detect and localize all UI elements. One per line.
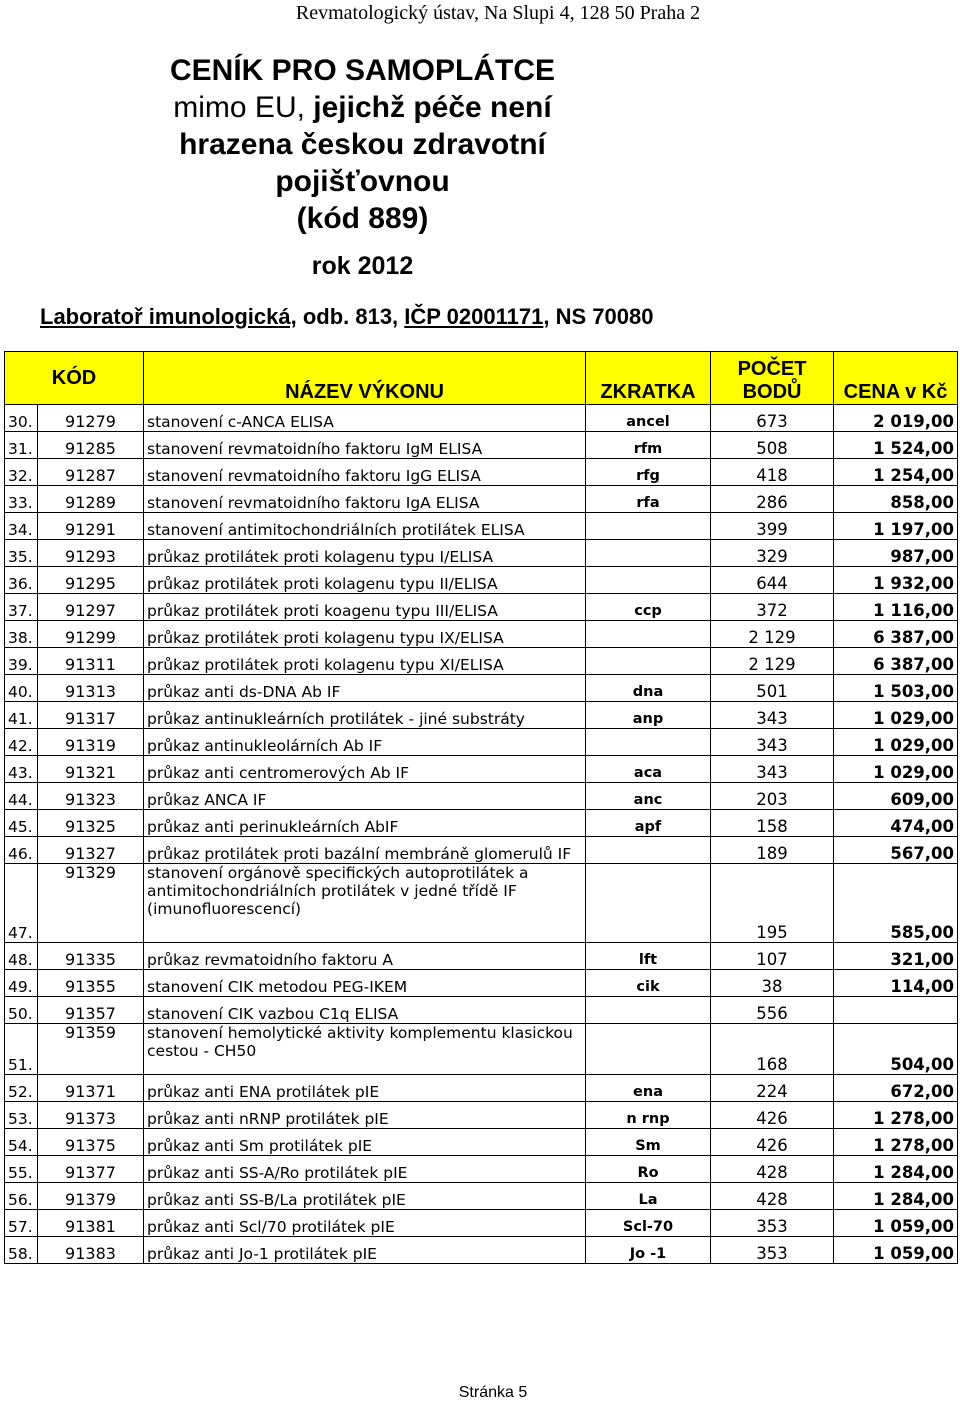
- cell-points: 189: [711, 837, 834, 864]
- table-row: [5, 1237, 958, 1264]
- cell-kod: 91373: [38, 1102, 144, 1129]
- cell-kod: 91291: [38, 513, 144, 540]
- cell-no: 55.: [5, 1156, 38, 1183]
- cell-abbr: [586, 540, 711, 567]
- table-row: [5, 943, 958, 970]
- lab-icp: IČP 02001171: [404, 304, 544, 329]
- header-price: CENA v Kč: [834, 352, 958, 405]
- cell-price: 1 197,00: [834, 513, 958, 540]
- cell-abbr: aca: [586, 756, 711, 783]
- cell-abbr: ancel: [586, 405, 711, 432]
- cell-abbr: [586, 837, 711, 864]
- cell-abbr: Ro: [586, 1156, 711, 1183]
- header-points: POČET BODŮ: [711, 352, 834, 405]
- cell-points: 224: [711, 1075, 834, 1102]
- cell-points: 2 129: [711, 621, 834, 648]
- cell-no: 33.: [5, 486, 38, 513]
- cell-no: 39.: [5, 648, 38, 675]
- cell-points: 343: [711, 756, 834, 783]
- cell-name: stanovení c-ANCA ELISA: [144, 405, 586, 432]
- title-line-4: pojišťovnou: [275, 165, 450, 198]
- table-row: [5, 1156, 958, 1183]
- cell-no: 43.: [5, 756, 38, 783]
- cell-name: průkaz anti centromerových Ab IF: [144, 756, 586, 783]
- cell-no: 31.: [5, 432, 38, 459]
- table-row: [5, 459, 958, 486]
- cell-price: 504,00: [834, 1024, 958, 1075]
- cell-no: 56.: [5, 1183, 38, 1210]
- cell-name: stanovení revmatoidního faktoru IgM ELISA: [144, 432, 586, 459]
- header-name: NÁZEV VÝKONU: [144, 352, 586, 405]
- table-row: [5, 648, 958, 675]
- cell-no: 45.: [5, 810, 38, 837]
- cell-abbr: [586, 513, 711, 540]
- cell-name: průkaz protilátek proti koagenu typu III/ELISA: [144, 594, 586, 621]
- cell-no: 53.: [5, 1102, 38, 1129]
- cell-points: 286: [711, 486, 834, 513]
- cell-points: 2 129: [711, 648, 834, 675]
- title-line-1: CENÍK PRO SAMOPLÁTCE: [169, 54, 556, 87]
- cell-name: průkaz protilátek proti bazální membráně glomerulů IF: [144, 837, 586, 864]
- cell-abbr: [586, 621, 711, 648]
- cell-kod: 91323: [38, 783, 144, 810]
- table-row: [5, 810, 958, 837]
- table-row: [5, 864, 958, 943]
- cell-name: stanovení orgánově specifických autoprotilátek a antimitochondriálních protilátek v jedné třídě IF (imunofluorescencí): [144, 864, 586, 943]
- cell-price: 609,00: [834, 783, 958, 810]
- cell-abbr: [586, 864, 711, 943]
- year-label: rok 2012: [311, 252, 414, 280]
- cell-kod: 91357: [38, 997, 144, 1024]
- title-line-2-bold: jejichž péče není: [304, 91, 552, 124]
- header-abbr: ZKRATKA: [586, 352, 711, 405]
- lab-dept: odb. 813,: [296, 304, 405, 329]
- cell-name: průkaz anti SS-A/Ro protilátek pIE: [144, 1156, 586, 1183]
- cell-name: průkaz anti perinukleárních AbIF: [144, 810, 586, 837]
- cell-name: průkaz anti nRNP protilátek pIE: [144, 1102, 586, 1129]
- cell-abbr: [586, 648, 711, 675]
- cell-abbr: ccp: [586, 594, 711, 621]
- cell-abbr: rfg: [586, 459, 711, 486]
- header-kod: KÓD: [5, 352, 144, 405]
- cell-kod: 91359: [38, 1024, 144, 1075]
- cell-abbr: ena: [586, 1075, 711, 1102]
- cell-price: [834, 997, 958, 1024]
- cell-no: 50.: [5, 997, 38, 1024]
- cell-no: 34.: [5, 513, 38, 540]
- cell-kod: 91297: [38, 594, 144, 621]
- cell-kod: 91313: [38, 675, 144, 702]
- cell-abbr: cik: [586, 970, 711, 997]
- cell-price: 1 116,00: [834, 594, 958, 621]
- cell-abbr: rfa: [586, 486, 711, 513]
- table-row: [5, 729, 958, 756]
- table-row: [5, 1102, 958, 1129]
- cell-kod: 91317: [38, 702, 144, 729]
- cell-no: 49.: [5, 970, 38, 997]
- cell-points: 508: [711, 432, 834, 459]
- cell-points: 428: [711, 1183, 834, 1210]
- cell-points: 556: [711, 997, 834, 1024]
- cell-abbr: [586, 1024, 711, 1075]
- cell-price: 987,00: [834, 540, 958, 567]
- cell-name: průkaz anti ENA protilátek pIE: [144, 1075, 586, 1102]
- cell-price: 672,00: [834, 1075, 958, 1102]
- table-row: [5, 540, 958, 567]
- cell-points: 399: [711, 513, 834, 540]
- cell-name: průkaz protilátek proti kolagenu typu XI/ELISA: [144, 648, 586, 675]
- cell-no: 42.: [5, 729, 38, 756]
- cell-points: 343: [711, 702, 834, 729]
- cell-points: 38: [711, 970, 834, 997]
- cell-abbr: [586, 567, 711, 594]
- cell-price: 1 029,00: [834, 729, 958, 756]
- lab-ns: , NS 70080: [543, 304, 654, 329]
- table-row: [5, 594, 958, 621]
- cell-name: stanovení CIK metodou PEG-IKEM: [144, 970, 586, 997]
- cell-no: 47.: [5, 864, 38, 943]
- cell-kod: 91379: [38, 1183, 144, 1210]
- cell-points: 428: [711, 1156, 834, 1183]
- cell-points: 203: [711, 783, 834, 810]
- table-row: [5, 783, 958, 810]
- cell-no: 58.: [5, 1237, 38, 1264]
- cell-kod: 91371: [38, 1075, 144, 1102]
- cell-no: 57.: [5, 1210, 38, 1237]
- cell-points: 418: [711, 459, 834, 486]
- cell-no: 32.: [5, 459, 38, 486]
- cell-price: 2 019,00: [834, 405, 958, 432]
- cell-points: 158: [711, 810, 834, 837]
- cell-no: 30.: [5, 405, 38, 432]
- cell-points: 372: [711, 594, 834, 621]
- title-line-2-normal: mimo EU,: [173, 91, 305, 124]
- cell-abbr: anp: [586, 702, 711, 729]
- cell-no: 46.: [5, 837, 38, 864]
- cell-kod: 91355: [38, 970, 144, 997]
- cell-price: 321,00: [834, 943, 958, 970]
- cell-kod: 91329: [38, 864, 144, 943]
- cell-no: 44.: [5, 783, 38, 810]
- lab-line: [40, 304, 653, 330]
- cell-name: průkaz anti SS-B/La protilátek pIE: [144, 1183, 586, 1210]
- cell-name: průkaz antinukleolárních Ab IF: [144, 729, 586, 756]
- cell-kod: 91299: [38, 621, 144, 648]
- cell-kod: 91381: [38, 1210, 144, 1237]
- table-row: [5, 513, 958, 540]
- cell-abbr: La: [586, 1183, 711, 1210]
- cell-name: stanovení hemolytické aktivity komplementu klasickou cestou - CH50: [144, 1024, 586, 1075]
- cell-price: 1 503,00: [834, 675, 958, 702]
- cell-price: 1 029,00: [834, 756, 958, 783]
- cell-points: 501: [711, 675, 834, 702]
- cell-points: 168: [711, 1024, 834, 1075]
- table-body: [5, 405, 958, 1264]
- cell-kod: 91325: [38, 810, 144, 837]
- table-row: [5, 756, 958, 783]
- cell-no: 35.: [5, 540, 38, 567]
- cell-no: 38.: [5, 621, 38, 648]
- cell-kod: 91327: [38, 837, 144, 864]
- cell-points: 195: [711, 864, 834, 943]
- cell-price: 6 387,00: [834, 621, 958, 648]
- cell-no: 48.: [5, 943, 38, 970]
- cell-name: průkaz anti Scl/70 protilátek pIE: [144, 1210, 586, 1237]
- cell-abbr: Sm: [586, 1129, 711, 1156]
- cell-points: 426: [711, 1129, 834, 1156]
- cell-kod: 91287: [38, 459, 144, 486]
- cell-name: průkaz anti Jo-1 protilátek pIE: [144, 1237, 586, 1264]
- table-row: [5, 837, 958, 864]
- cell-kod: 91321: [38, 756, 144, 783]
- cell-kod: 91377: [38, 1156, 144, 1183]
- cell-price: 1 059,00: [834, 1237, 958, 1264]
- table-row: [5, 486, 958, 513]
- cell-kod: 91285: [38, 432, 144, 459]
- table-row: [5, 621, 958, 648]
- header-address: Revmatologický ústav, Na Slupi 4, 128 50 Praha 2: [295, 2, 701, 24]
- table-row: [5, 432, 958, 459]
- cell-kod: 91319: [38, 729, 144, 756]
- cell-abbr: Jo -1: [586, 1237, 711, 1264]
- cell-name: průkaz anti Sm protilátek pIE: [144, 1129, 586, 1156]
- title-block: [150, 52, 575, 237]
- cell-abbr: [586, 729, 711, 756]
- price-table: [4, 351, 958, 1264]
- cell-price: 1 059,00: [834, 1210, 958, 1237]
- cell-price: 1 932,00: [834, 567, 958, 594]
- cell-kod: 91375: [38, 1129, 144, 1156]
- cell-points: 343: [711, 729, 834, 756]
- cell-points: 673: [711, 405, 834, 432]
- cell-price: 1 278,00: [834, 1129, 958, 1156]
- cell-name: stanovení revmatoidního faktoru IgA ELISA: [144, 486, 586, 513]
- cell-kod: 91289: [38, 486, 144, 513]
- cell-kod: 91295: [38, 567, 144, 594]
- cell-kod: 91311: [38, 648, 144, 675]
- cell-abbr: apf: [586, 810, 711, 837]
- cell-points: 353: [711, 1210, 834, 1237]
- table-row: [5, 1183, 958, 1210]
- table-row: [5, 970, 958, 997]
- cell-name: průkaz antinukleárních protilátek - jiné substráty: [144, 702, 586, 729]
- title-line-2: [150, 89, 575, 126]
- cell-price: 6 387,00: [834, 648, 958, 675]
- lab-name: Laboratoř imunologická,: [40, 304, 297, 329]
- cell-price: 567,00: [834, 837, 958, 864]
- cell-price: 1 284,00: [834, 1183, 958, 1210]
- cell-no: 37.: [5, 594, 38, 621]
- cell-abbr: lft: [586, 943, 711, 970]
- table-row: [5, 1210, 958, 1237]
- cell-name: průkaz revmatoidního faktoru A: [144, 943, 586, 970]
- cell-points: 329: [711, 540, 834, 567]
- cell-abbr: [586, 997, 711, 1024]
- cell-price: 1 254,00: [834, 459, 958, 486]
- cell-abbr: rfm: [586, 432, 711, 459]
- cell-abbr: dna: [586, 675, 711, 702]
- title-line-5: (kód 889): [296, 202, 429, 235]
- page-number: Stránka 5: [458, 1384, 528, 1401]
- cell-price: 858,00: [834, 486, 958, 513]
- cell-price: 1 524,00: [834, 432, 958, 459]
- cell-no: 52.: [5, 1075, 38, 1102]
- cell-points: 644: [711, 567, 834, 594]
- table-row: [5, 1129, 958, 1156]
- table-row: [5, 1024, 958, 1075]
- cell-kod: 91335: [38, 943, 144, 970]
- title-line-3: hrazena českou zdravotní: [179, 128, 546, 161]
- table-row: [5, 702, 958, 729]
- cell-price: 114,00: [834, 970, 958, 997]
- cell-points: 426: [711, 1102, 834, 1129]
- cell-name: stanovení revmatoidního faktoru IgG ELISA: [144, 459, 586, 486]
- cell-abbr: n rnp: [586, 1102, 711, 1129]
- cell-points: 107: [711, 943, 834, 970]
- table-header-row: [5, 352, 958, 405]
- cell-no: 41.: [5, 702, 38, 729]
- cell-kod: 91279: [38, 405, 144, 432]
- cell-points: 353: [711, 1237, 834, 1264]
- cell-kod: 91293: [38, 540, 144, 567]
- table-row: [5, 567, 958, 594]
- cell-no: 36.: [5, 567, 38, 594]
- cell-name: stanovení CIK vazbou C1q ELISA: [144, 997, 586, 1024]
- table-row: [5, 1075, 958, 1102]
- cell-kod: 91383: [38, 1237, 144, 1264]
- cell-name: průkaz protilátek proti kolagenu typu II/ELISA: [144, 567, 586, 594]
- cell-no: 40.: [5, 675, 38, 702]
- table-row: [5, 997, 958, 1024]
- table-row: [5, 675, 958, 702]
- cell-abbr: Scl-70: [586, 1210, 711, 1237]
- cell-name: průkaz protilátek proti kolagenu typu I/ELISA: [144, 540, 586, 567]
- cell-price: 585,00: [834, 864, 958, 943]
- cell-price: 1 278,00: [834, 1102, 958, 1129]
- cell-abbr: anc: [586, 783, 711, 810]
- cell-price: 474,00: [834, 810, 958, 837]
- cell-price: 1 029,00: [834, 702, 958, 729]
- cell-price: 1 284,00: [834, 1156, 958, 1183]
- table-row: [5, 405, 958, 432]
- cell-no: 54.: [5, 1129, 38, 1156]
- cell-no: 51.: [5, 1024, 38, 1075]
- cell-name: stanovení antimitochondriálních protilátek ELISA: [144, 513, 586, 540]
- cell-name: průkaz anti ds-DNA Ab IF: [144, 675, 586, 702]
- cell-name: průkaz protilátek proti kolagenu typu IX/ELISA: [144, 621, 586, 648]
- cell-name: průkaz ANCA IF: [144, 783, 586, 810]
